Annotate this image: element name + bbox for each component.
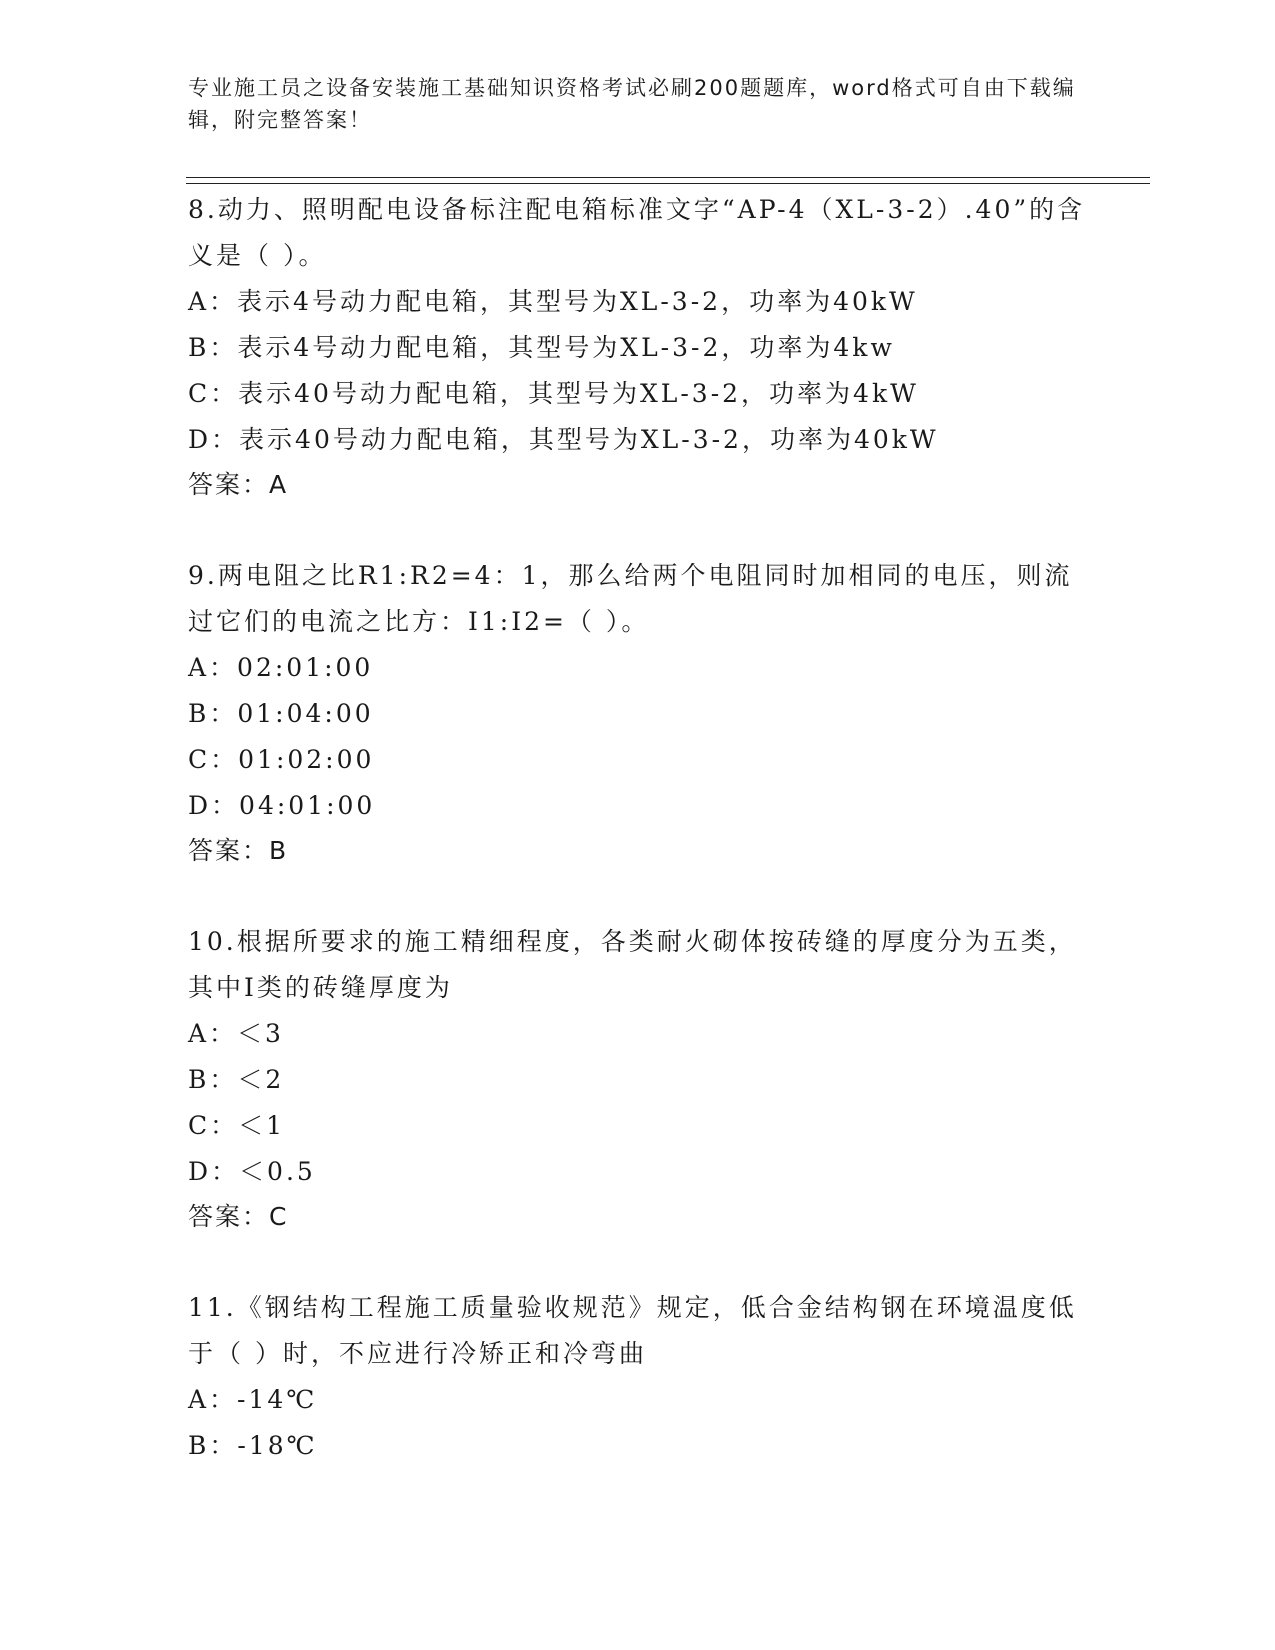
document-header: 专业施工员之设备安装施工基础知识资格考试必刷200题题库，word格式可自由下载编辑，附完整答案！	[188, 76, 1076, 132]
question-list	[188, 187, 1088, 1515]
question-11	[188, 1285, 1088, 1469]
option-c: C：表示40号动力配电箱，其型号为XL-3-2，功率为4kW	[188, 379, 919, 408]
header-divider-bottom	[186, 183, 1150, 184]
option-a: A：＜3	[188, 1019, 284, 1048]
option-b: B：表示4号动力配电箱，其型号为XL-3-2，功率为4kw	[188, 333, 895, 362]
answer-line: 答案：A	[188, 470, 289, 499]
option-a: A：02:01:00	[188, 653, 374, 682]
answer-line: 答案：B	[188, 836, 289, 865]
question-9	[188, 553, 1088, 873]
option-b: B：-18℃	[188, 1431, 318, 1460]
question-text: 10.根据所要求的施工精细程度，各类耐火砌体按砖缝的厚度分为五类，其中I类的砖缝厚度为	[188, 927, 1077, 1002]
option-d: D：04:01:00	[188, 791, 376, 820]
question-text: 11.《钢结构工程施工质量验收规范》规定，低合金结构钢在环境温度低于（ ）时，不应进行冷矫正和冷弯曲	[188, 1293, 1077, 1368]
option-d: D：表示40号动力配电箱，其型号为XL-3-2，功率为40kW	[188, 425, 939, 454]
option-c: C：＜1	[188, 1111, 286, 1140]
question-10	[188, 919, 1088, 1239]
option-b: B：＜2	[188, 1065, 285, 1094]
option-a: A：表示4号动力配电箱，其型号为XL-3-2，功率为40kW	[188, 287, 918, 316]
option-a: A：-14℃	[188, 1385, 318, 1414]
option-c: C：01:02:00	[188, 745, 375, 774]
header-divider-top	[186, 177, 1150, 178]
question-8	[188, 187, 1088, 507]
answer-line: 答案：C	[188, 1202, 289, 1231]
option-b: B：01:04:00	[188, 699, 374, 728]
question-text: 9.两电阻之比R1:R2=4：1，那么给两个电阻同时加相同的电压，则流过它们的电流之比方：I1:I2=（ ）。	[188, 561, 1073, 636]
option-d: D：＜0.5	[188, 1157, 316, 1186]
question-text: 8.动力、照明配电设备标注配电箱标准文字“AP-4（XL-3-2）.40”的含义是（ ）。	[188, 195, 1086, 270]
